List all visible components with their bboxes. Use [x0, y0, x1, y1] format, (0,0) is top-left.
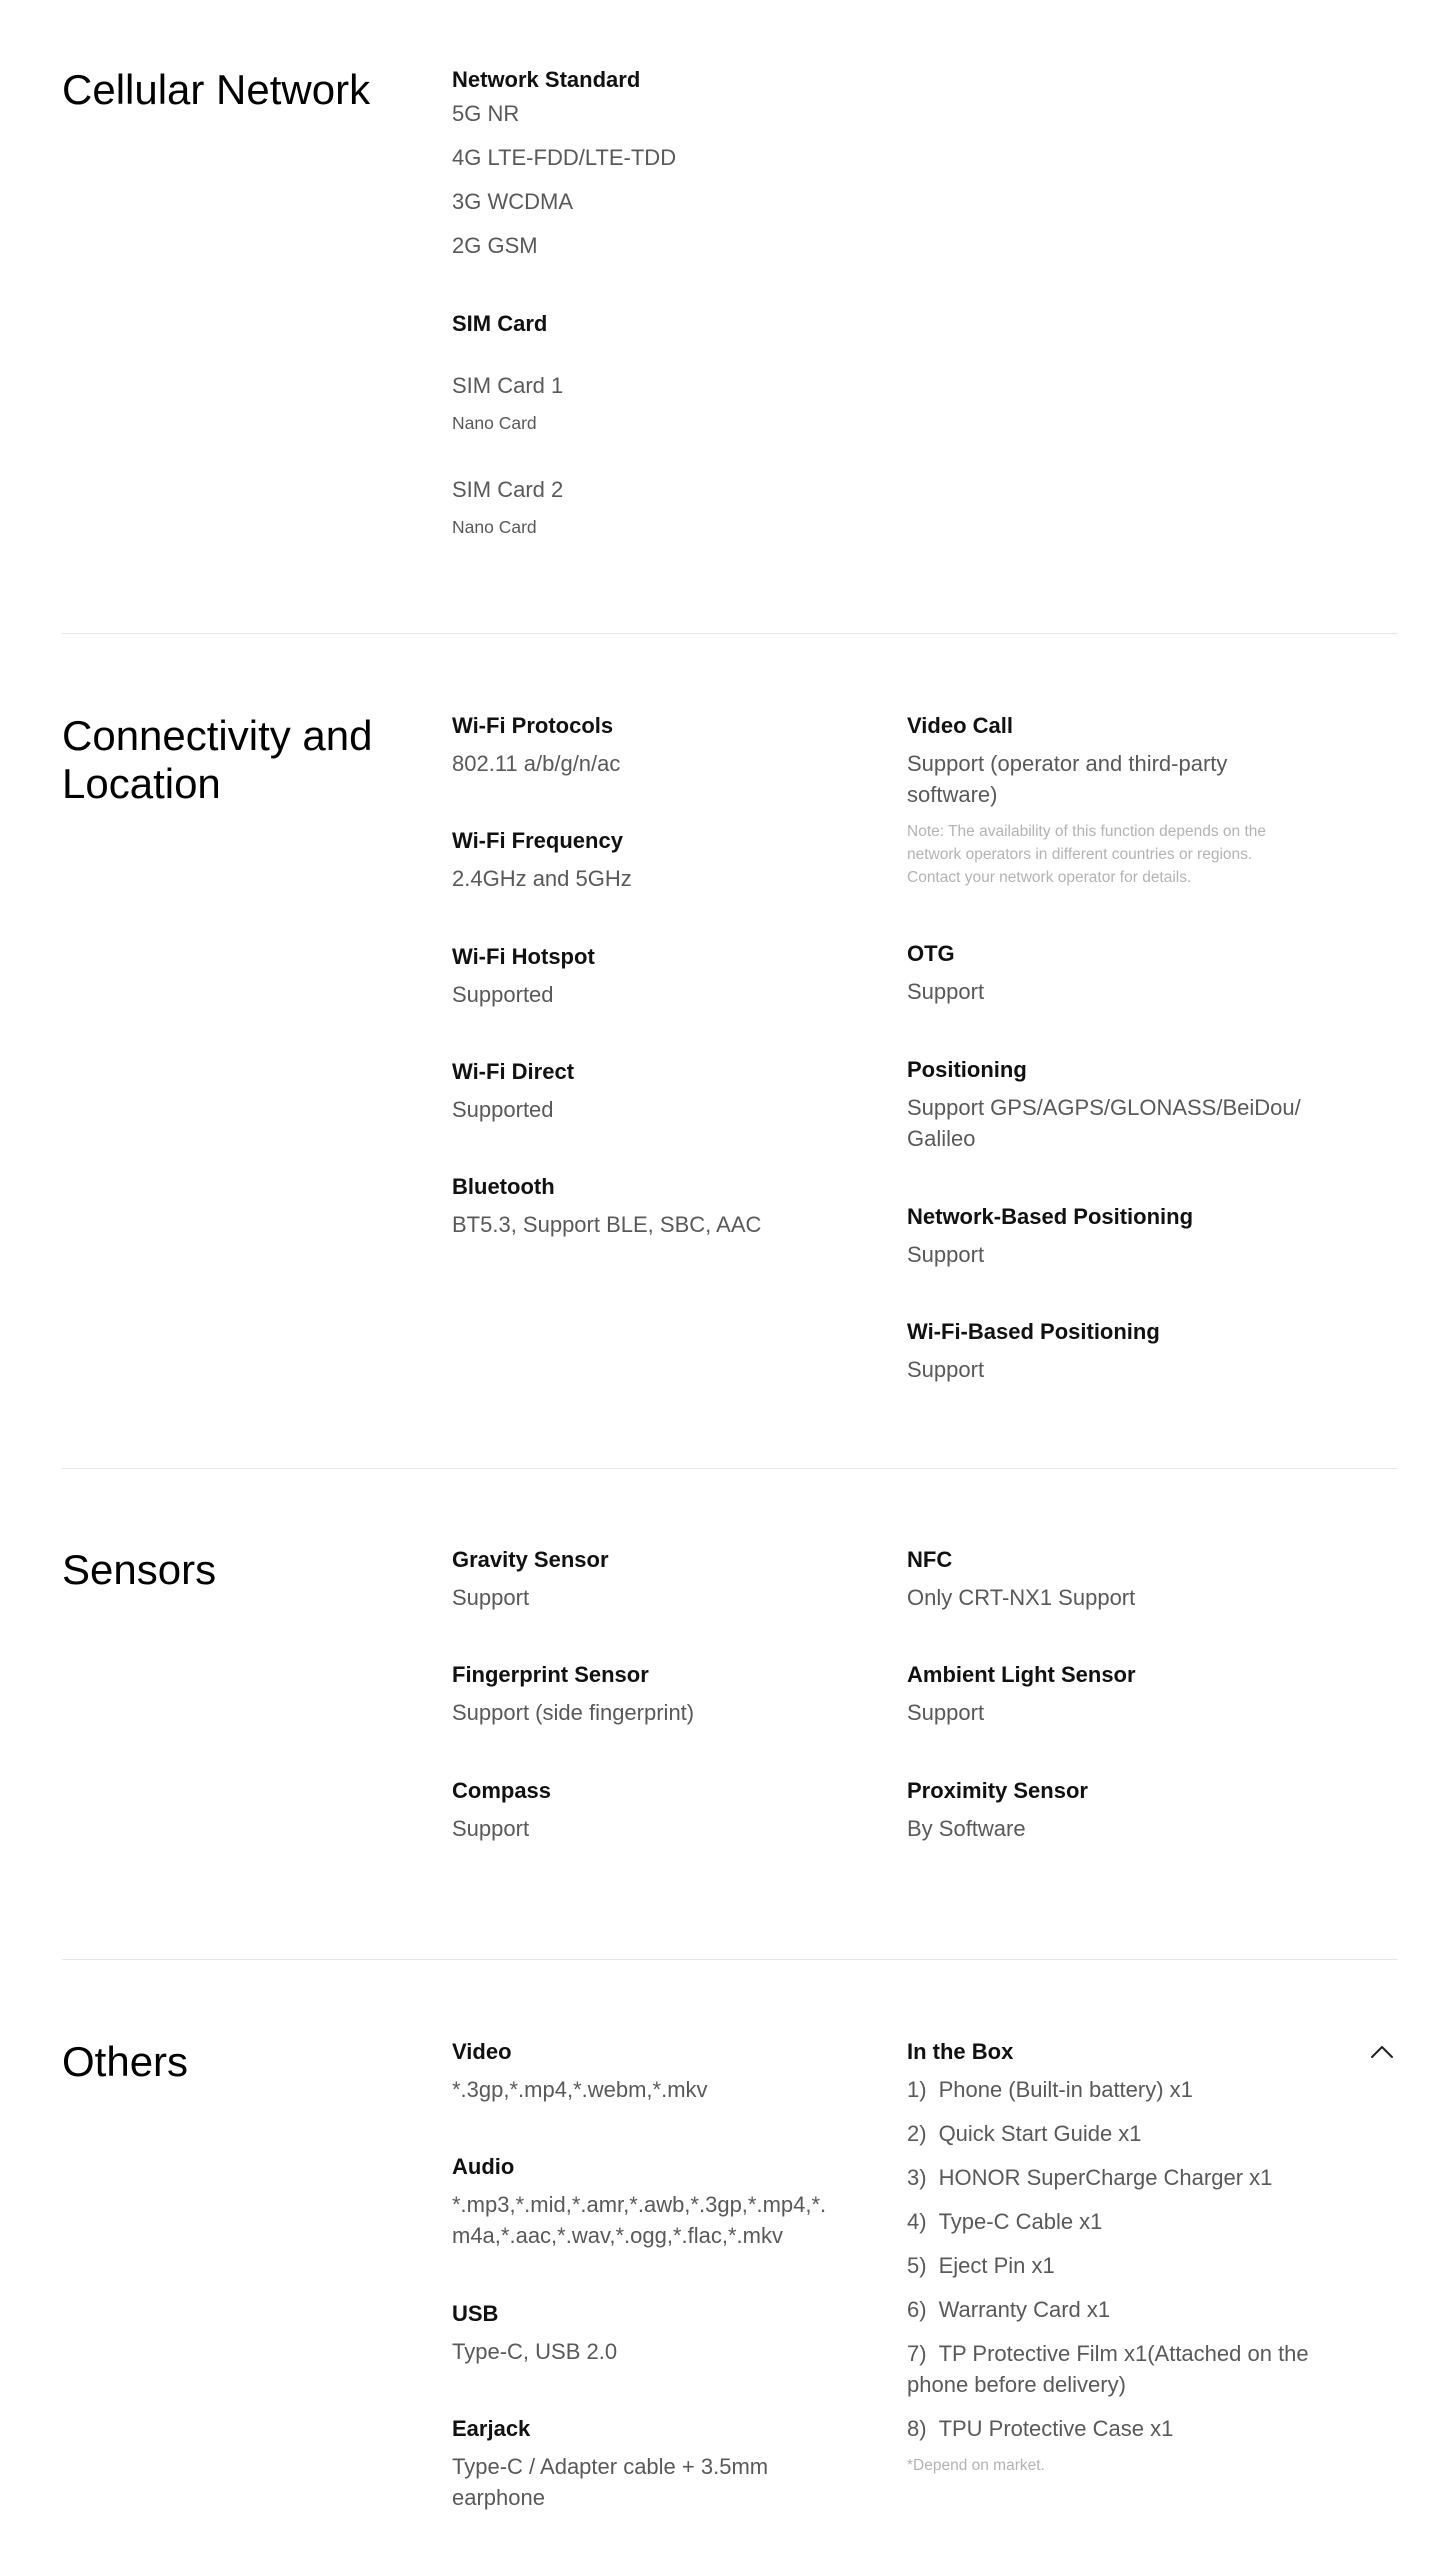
spec-label: Earjack: [452, 2416, 531, 2441]
video-call-note: [907, 820, 1337, 889]
sim-card-type: Nano Card: [452, 517, 537, 537]
video-call-spec: [907, 712, 1337, 889]
list-item: [907, 2338, 1398, 2400]
spec-label: Wi-Fi Hotspot: [452, 944, 595, 969]
section-title-line: Location: [62, 760, 221, 807]
spec-value: Support: [907, 979, 985, 1004]
spec-label: Audio: [452, 2154, 515, 2179]
section-title: Others: [62, 2038, 189, 2085]
list-item-text: TP Protective Film x1(Attached on the: [938, 2341, 1309, 2366]
sim-card-1: [452, 372, 563, 434]
positioning-spec: [907, 1056, 1337, 1154]
spec-value-line: *.mp3,*.mid,*.amr,*.awb,*.3gp,*.mp4,*.: [452, 2192, 827, 2217]
spec-label: Wi-Fi Direct: [452, 1059, 575, 1084]
network-standard-item: 5G NR: [452, 101, 520, 126]
network-standard-item: 4G LTE-FDD/LTE-TDD: [452, 145, 677, 170]
spec-label: Fingerprint Sensor: [452, 1662, 649, 1687]
note-line: Contact your network operator for details.: [907, 869, 1192, 886]
network-based-positioning-spec: [907, 1203, 1337, 1270]
sim-card-2: [452, 476, 563, 538]
ambient-light-sensor-spec: [907, 1661, 1337, 1728]
cellular-network-section: [62, 66, 1398, 566]
spec-value: [452, 2451, 882, 2513]
spec-value-line: Support (operator and third-party: [907, 751, 1228, 776]
video-spec: [452, 2038, 882, 2105]
bluetooth-spec: [452, 1173, 852, 1240]
list-item-text: Quick Start Guide x1: [938, 2121, 1142, 2146]
list-item-number: 8): [907, 2416, 927, 2441]
others-section: [62, 2038, 1398, 2538]
spec-label: Compass: [452, 1778, 552, 1803]
spec-label: Video Call: [907, 713, 1013, 738]
spec-label: USB: [452, 2301, 499, 2326]
spec-value: [907, 1092, 1337, 1154]
nfc-spec: [907, 1546, 1337, 1613]
proximity-sensor-spec: [907, 1777, 1337, 1844]
list-item-text: Phone (Built-in battery) x1: [938, 2077, 1193, 2102]
spec-value: Only CRT-NX1 Support: [907, 1585, 1136, 1610]
list-item: [907, 2118, 1398, 2149]
list-item-number: 7): [907, 2341, 927, 2366]
in-the-box-spec: [907, 2038, 1398, 2477]
sim-card-name: SIM Card 1: [452, 373, 564, 398]
list-item-number: 5): [907, 2253, 927, 2278]
wifi-hotspot-spec: [452, 943, 852, 1010]
spec-label: Network Standard: [452, 67, 641, 92]
section-divider: [62, 1959, 1398, 1960]
spec-label: Ambient Light Sensor: [907, 1662, 1136, 1687]
spec-label: Wi-Fi Protocols: [452, 713, 614, 738]
list-item-text: Type-C Cable x1: [938, 2209, 1103, 2234]
spec-value: Support: [907, 1700, 985, 1725]
earjack-spec: [452, 2415, 882, 2513]
spec-label: In the Box: [907, 2039, 1014, 2064]
in-the-box-list: [907, 2074, 1398, 2444]
spec-label: OTG: [907, 941, 955, 966]
list-item: [907, 2413, 1398, 2444]
list-item: [907, 2074, 1398, 2105]
section-title: Cellular Network: [62, 66, 371, 113]
list-item: [907, 2250, 1398, 2281]
spec-label: Video: [452, 2039, 512, 2064]
list-item-number: 6): [907, 2297, 927, 2322]
spec-label: NFC: [907, 1547, 953, 1572]
list-item-number: 2): [907, 2121, 927, 2146]
section-title: Sensors: [62, 1546, 217, 1593]
spec-value: Support: [452, 1816, 530, 1841]
fingerprint-sensor-spec: [452, 1661, 852, 1728]
in-the-box-footnote: *Depend on market.: [907, 2457, 1045, 2474]
spec-value: Supported: [452, 1097, 554, 1122]
sensors-section: [62, 1546, 1398, 1876]
spec-label: Proximity Sensor: [907, 1778, 1088, 1803]
list-item-number: 4): [907, 2209, 927, 2234]
list-item-text: Eject Pin x1: [938, 2253, 1055, 2278]
list-item-text: HONOR SuperCharge Charger x1: [938, 2165, 1273, 2190]
sim-card-name: SIM Card 2: [452, 477, 564, 502]
spec-value: 2.4GHz and 5GHz: [452, 866, 632, 891]
section-title: [62, 712, 422, 808]
sim-card-spec: [452, 310, 852, 537]
section-divider: [62, 1468, 1398, 1469]
connectivity-section: [62, 712, 1398, 1412]
spec-value-line: Galileo: [907, 1126, 976, 1151]
spec-value: Support: [907, 1357, 985, 1382]
usb-spec: [452, 2300, 882, 2367]
network-standard-item: 2G GSM: [452, 233, 538, 258]
wifi-direct-spec: [452, 1058, 852, 1125]
spec-label: Bluetooth: [452, 1174, 555, 1199]
spec-value: By Software: [907, 1816, 1026, 1841]
note-line: Note: The availability of this function depends on the: [907, 823, 1267, 840]
spec-label: Network-Based Positioning: [907, 1204, 1194, 1229]
collapse-button[interactable]: [1368, 2038, 1398, 2068]
spec-value: Support: [452, 1585, 530, 1610]
section-divider: [62, 633, 1398, 634]
spec-value: Support: [907, 1242, 985, 1267]
gravity-sensor-spec: [452, 1546, 852, 1613]
spec-value: 802.11 a/b/g/n/ac: [452, 751, 621, 776]
spec-value: [907, 748, 1337, 810]
list-item: [907, 2294, 1398, 2325]
spec-label: Wi-Fi-Based Positioning: [907, 1319, 1160, 1344]
list-item-text: phone before delivery): [907, 2372, 1126, 2397]
list-item: [907, 2162, 1398, 2193]
spec-value: BT5.3, Support BLE, SBC, AAC: [452, 1212, 762, 1237]
chevron-up-icon: [1368, 2038, 1398, 2066]
compass-spec: [452, 1777, 852, 1844]
note-line: network operators in different countries or regions.: [907, 846, 1253, 863]
sim-card-type: Nano Card: [452, 413, 537, 433]
section-title-line: Connectivity and: [62, 712, 373, 759]
audio-spec: [452, 2153, 882, 2251]
spec-value-line: earphone: [452, 2485, 545, 2510]
network-standard-list: [452, 92, 852, 268]
list-item-text: TPU Protective Case x1: [938, 2416, 1174, 2441]
list-item-number: 3): [907, 2165, 927, 2190]
spec-label: SIM Card: [452, 311, 548, 336]
spec-value-line: software): [907, 782, 998, 807]
wifi-based-positioning-spec: [907, 1318, 1337, 1385]
spec-value: Support (side fingerprint): [452, 1700, 695, 1725]
wifi-frequency-spec: [452, 827, 852, 894]
wifi-protocols-spec: [452, 712, 852, 779]
spec-value: Supported: [452, 982, 554, 1007]
spec-value: Type-C, USB 2.0: [452, 2339, 618, 2364]
spec-label: Positioning: [907, 1057, 1027, 1082]
spec-label: Gravity Sensor: [452, 1547, 609, 1572]
spec-label: Wi-Fi Frequency: [452, 828, 623, 853]
network-standard-item: 3G WCDMA: [452, 189, 573, 214]
list-item-number: 1): [907, 2077, 927, 2102]
spec-value-line: Type-C / Adapter cable + 3.5mm: [452, 2454, 769, 2479]
spec-value-line: Support GPS/AGPS/GLONASS/BeiDou/: [907, 1095, 1301, 1120]
spec-value: *.3gp,*.mp4,*.webm,*.mkv: [452, 2077, 708, 2102]
list-item: [907, 2206, 1398, 2237]
network-standard-spec: [452, 66, 852, 268]
otg-spec: [907, 940, 1337, 1007]
spec-value-line: m4a,*.aac,*.wav,*.ogg,*.flac,*.mkv: [452, 2223, 783, 2248]
list-item-text: Warranty Card x1: [938, 2297, 1111, 2322]
spec-value: [452, 2189, 882, 2251]
